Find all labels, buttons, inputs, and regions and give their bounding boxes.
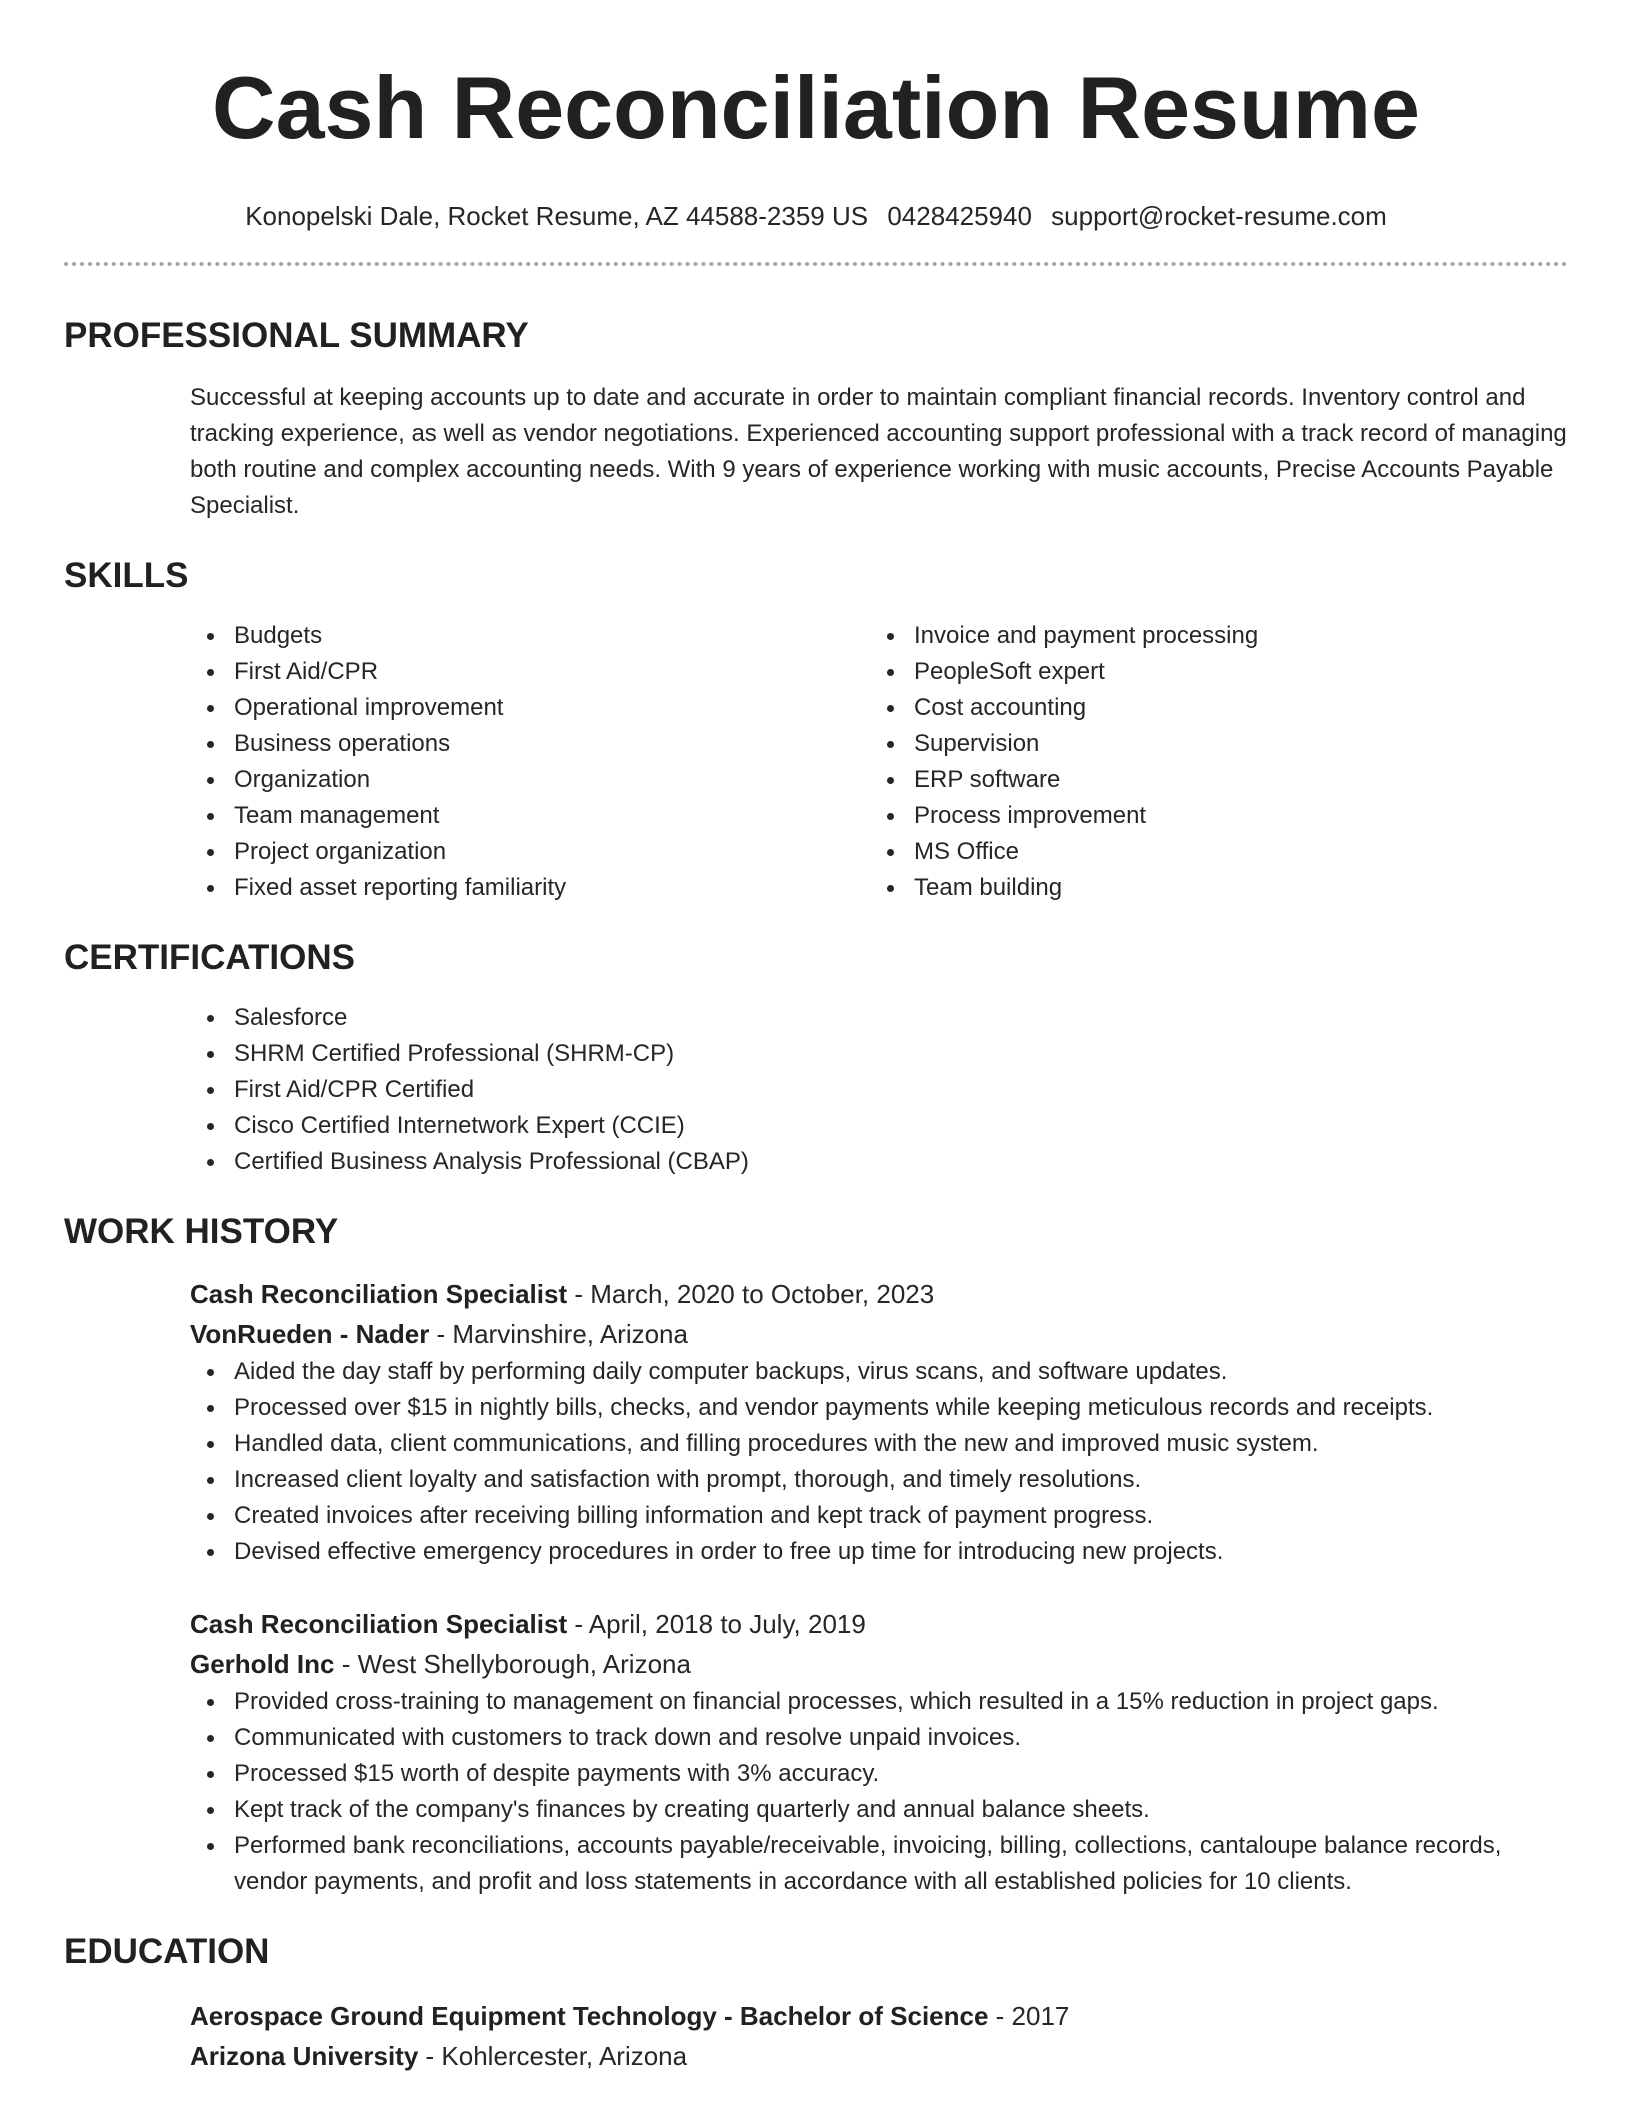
skill-item: Organization: [234, 762, 870, 798]
certifications-list: [190, 1000, 1568, 1180]
skills-heading: SKILLS: [64, 556, 189, 595]
job-role: Cash Reconciliation Specialist: [190, 1279, 568, 1309]
skill-item: Process improvement: [914, 798, 1550, 834]
resume-title: Cash Reconciliation Resume: [212, 58, 1420, 157]
job-bullet: Processed $15 worth of despite payments with 3% accuracy.: [234, 1756, 1568, 1792]
skill-item: MS Office: [914, 834, 1550, 870]
job-bullet: Increased client loyalty and satisfaction with prompt, thorough, and timely resolutions.: [234, 1462, 1568, 1498]
job-company-line: [190, 1644, 1568, 1684]
work-history-heading: WORK HISTORY: [64, 1212, 339, 1251]
job-dates: - March, 2020 to October, 2023: [567, 1279, 935, 1309]
skill-item: Operational improvement: [234, 690, 870, 726]
skill-item: Budgets: [234, 618, 870, 654]
job-bullet: Processed over $15 in nightly bills, checks, and vendor payments while keeping meticulous records and receipts.: [234, 1390, 1568, 1426]
skill-item: Business operations: [234, 726, 870, 762]
certification-item: First Aid/CPR Certified: [234, 1072, 1568, 1108]
skill-item: Invoice and payment processing: [914, 618, 1550, 654]
contact-phone: 0428425940: [887, 201, 1032, 231]
job-entry: [190, 1604, 1568, 1900]
job-location: - Marvinshire, Arizona: [429, 1319, 688, 1349]
job-entry: [190, 1274, 1568, 1570]
education-entry: [190, 1996, 1568, 2076]
education-school-line: [190, 2036, 1568, 2076]
summary-text: Successful at keeping accounts up to date and accurate in order to maintain compliant financial records. Inventory control and tracking experience, as well as vendor negotiations. Experienced accounting support professional with a track record of managing both routine and complex accounting needs. With 9 years of experience working with music accounts, Precise Accounts Payable Specialist.: [190, 384, 1567, 519]
certification-item: Certified Business Analysis Professional (CBAP): [234, 1144, 1568, 1180]
job-bullet: Created invoices after receiving billing information and kept track of payment progress.: [234, 1498, 1568, 1534]
skill-item: Team management: [234, 798, 870, 834]
job-company: Gerhold Inc: [190, 1649, 335, 1679]
job-company: VonRueden - Nader: [190, 1319, 430, 1349]
job-bullet: Aided the day staff by performing daily computer backups, virus scans, and software updates.: [234, 1354, 1568, 1390]
job-title-line: [190, 1604, 1568, 1644]
job-bullet: Devised effective emergency procedures in order to free up time for introducing new projects.: [234, 1534, 1568, 1570]
education-degree: Aerospace Ground Equipment Technology - Bachelor of Science: [190, 2001, 989, 2031]
job-bullet: Handled data, client communications, and filling procedures with the new and improved music system.: [234, 1426, 1568, 1462]
education-year: - 2017: [988, 2001, 1070, 2031]
job-location: - West Shellyborough, Arizona: [334, 1649, 691, 1679]
job-title-line: [190, 1274, 1568, 1314]
contact-email: support@rocket-resume.com: [1051, 201, 1387, 231]
job-bullet: Performed bank reconciliations, accounts payable/receivable, invoicing, billing, collections, cantaloupe balance records, vendor payments, and profit and loss statements in accordance with all established policies for 10 clients.: [234, 1828, 1568, 1900]
job-dates: - April, 2018 to July, 2019: [567, 1609, 866, 1639]
certification-item: Salesforce: [234, 1000, 1568, 1036]
skill-item: Fixed asset reporting familiarity: [234, 870, 870, 906]
skills-column-right: [870, 618, 1550, 906]
job-bullets: [190, 1684, 1568, 1900]
education-location: - Kohlercester, Arizona: [418, 2041, 688, 2071]
skill-item: Cost accounting: [914, 690, 1550, 726]
skill-item: Supervision: [914, 726, 1550, 762]
education-school: Arizona University: [190, 2041, 419, 2071]
certifications-heading: CERTIFICATIONS: [64, 938, 356, 977]
certification-item: SHRM Certified Professional (SHRM-CP): [234, 1036, 1568, 1072]
skill-item: PeopleSoft expert: [914, 654, 1550, 690]
skills-list: [190, 618, 1568, 906]
summary-heading: PROFESSIONAL SUMMARY: [64, 316, 529, 355]
skill-item: Team building: [914, 870, 1550, 906]
header-divider: [64, 262, 1568, 266]
job-bullets: [190, 1354, 1568, 1570]
skill-item: First Aid/CPR: [234, 654, 870, 690]
job-bullet: Kept track of the company's finances by creating quarterly and annual balance sheets.: [234, 1792, 1568, 1828]
certification-item: Cisco Certified Internetwork Expert (CCIE): [234, 1108, 1568, 1144]
contact-line: [64, 200, 1568, 232]
job-bullet: Communicated with customers to track down and resolve unpaid invoices.: [234, 1720, 1568, 1756]
skill-item: ERP software: [914, 762, 1550, 798]
education-heading: EDUCATION: [64, 1932, 270, 1971]
contact-address: Konopelski Dale, Rocket Resume, AZ 44588-2359 US: [245, 201, 869, 231]
skills-column-left: [190, 618, 870, 906]
job-company-line: [190, 1314, 1568, 1354]
job-role: Cash Reconciliation Specialist: [190, 1609, 568, 1639]
skill-item: Project organization: [234, 834, 870, 870]
job-bullet: Provided cross-training to management on financial processes, which resulted in a 15% reduction in project gaps.: [234, 1684, 1568, 1720]
education-degree-line: [190, 1996, 1568, 2036]
